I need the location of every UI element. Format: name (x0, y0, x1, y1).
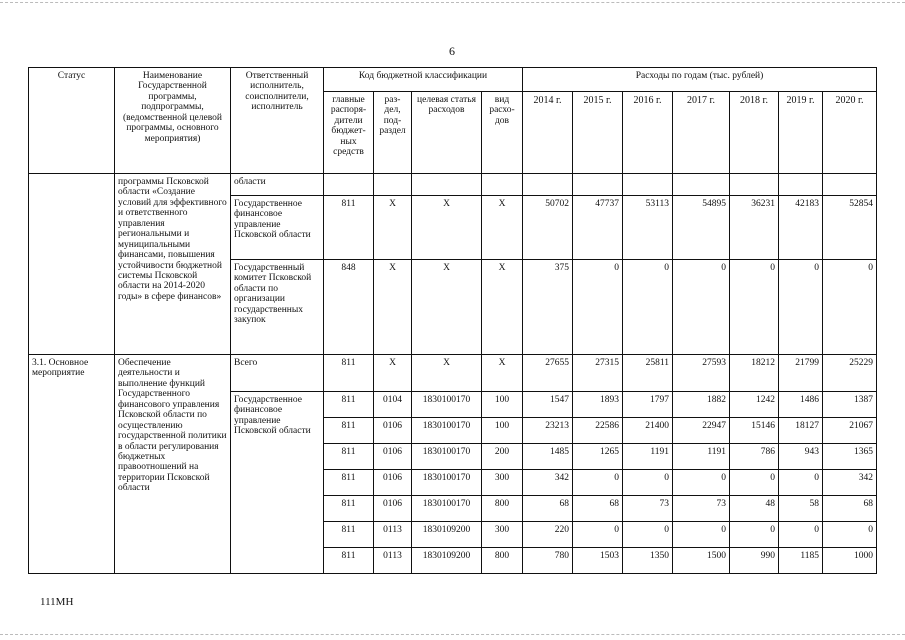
value-cell: 1365 (823, 444, 877, 470)
value-cell: 0 (730, 470, 779, 496)
value-cell: 73 (623, 496, 673, 522)
responsible-cell: области (231, 174, 324, 196)
article-cell: X (412, 355, 482, 392)
section-cell: X (374, 260, 412, 355)
value-cell: 68 (823, 496, 877, 522)
responsible-cell: Государственное финансовое управление Псковской области (231, 196, 324, 260)
value-cell: 1265 (573, 444, 623, 470)
value-cell: 0 (573, 260, 623, 355)
grbs-cell: 848 (324, 260, 374, 355)
value-cell: 1500 (673, 548, 730, 574)
measure-name: Обеспечение деятельности и выполнение функций Государственного финансового управления Псковской области по осуществлению государственной политики в области регулирования бюджетных правоотношений на территории Псковской области (115, 355, 231, 574)
responsible-cell: Государственный комитет Псковской области по организации государственных закупок (231, 260, 324, 355)
value-cell: 0 (779, 470, 823, 496)
value-cell: 50702 (523, 196, 573, 260)
grbs-cell: 811 (324, 418, 374, 444)
type-cell: 100 (482, 392, 523, 418)
type-cell: 200 (482, 444, 523, 470)
header-year: 2018 г. (730, 92, 779, 174)
section-cell: X (374, 196, 412, 260)
value-cell: 342 (523, 470, 573, 496)
value-cell: 18212 (730, 355, 779, 392)
article-cell: 1830100170 (412, 418, 482, 444)
value-cell: 0 (823, 522, 877, 548)
measure-block (29, 355, 877, 574)
value-cell: 21799 (779, 355, 823, 392)
table-header (29, 68, 877, 174)
value-cell: 21067 (823, 418, 877, 444)
status-cell (29, 174, 115, 355)
section-cell: 0113 (374, 522, 412, 548)
header-status: Статус (29, 68, 115, 174)
measure-status: 3.1. Основное мероприятие (29, 355, 115, 574)
grbs-cell: 811 (324, 196, 374, 260)
header-year: 2017 г. (673, 92, 730, 174)
value-cell: 1893 (573, 392, 623, 418)
value-cell: 1242 (730, 392, 779, 418)
header-year: 2020 г. (823, 92, 877, 174)
value-cell: 18127 (779, 418, 823, 444)
type-cell: X (482, 196, 523, 260)
scan-top-edge (0, 2, 905, 3)
value-cell: 0 (623, 470, 673, 496)
value-cell: 0 (823, 260, 877, 355)
value-cell: 47737 (573, 196, 623, 260)
table-row (29, 174, 877, 196)
value-cell: 25811 (623, 355, 673, 392)
header-name: Наименование Государственной программы, подпрограммы, (ведомственной целевой программы, основного мероприятия) (115, 68, 231, 174)
value-cell: 0 (730, 522, 779, 548)
value-cell: 42183 (779, 196, 823, 260)
value-cell: 36231 (730, 196, 779, 260)
value-cell: 15146 (730, 418, 779, 444)
section-cell: 0106 (374, 470, 412, 496)
grbs-cell: 811 (324, 470, 374, 496)
type-cell: X (482, 260, 523, 355)
section-cell: 0106 (374, 444, 412, 470)
value-cell: 53113 (623, 196, 673, 260)
value-cell: 1797 (623, 392, 673, 418)
value-cell: 1503 (573, 548, 623, 574)
value-cell: 52854 (823, 196, 877, 260)
value-cell: 780 (523, 548, 573, 574)
type-cell: 100 (482, 418, 523, 444)
section-cell: 0113 (374, 548, 412, 574)
header-year: 2015 г. (573, 92, 623, 174)
footer-code: 111МН (40, 596, 74, 608)
responsible-cell: Всего (231, 355, 324, 392)
header-year: 2016 г. (623, 92, 673, 174)
grbs-cell: 811 (324, 522, 374, 548)
section-cell: 0106 (374, 418, 412, 444)
value-cell: 0 (779, 260, 823, 355)
type-cell: 300 (482, 470, 523, 496)
grbs-cell: 811 (324, 355, 374, 392)
value-cell: 375 (523, 260, 573, 355)
budget-table (28, 67, 877, 574)
value-cell: 1350 (623, 548, 673, 574)
article-cell: 1830109200 (412, 522, 482, 548)
value-cell: 54895 (673, 196, 730, 260)
section-cell: X (374, 355, 412, 392)
value-cell: 990 (730, 548, 779, 574)
grbs-cell: 811 (324, 496, 374, 522)
value-cell: 1387 (823, 392, 877, 418)
grbs-cell: 811 (324, 548, 374, 574)
value-cell: 0 (623, 522, 673, 548)
value-cell: 1486 (779, 392, 823, 418)
value-cell: 1191 (623, 444, 673, 470)
value-cell: 27655 (523, 355, 573, 392)
page-number: 6 (449, 44, 455, 58)
header-expenses: Расходы по годам (тыс. рублей) (523, 68, 877, 92)
section-cell: 0104 (374, 392, 412, 418)
value-cell: 58 (779, 496, 823, 522)
header-responsible: Ответственный исполнитель, соисполнители, исполнитель (231, 68, 324, 174)
value-cell: 943 (779, 444, 823, 470)
scan-bottom-edge (0, 634, 905, 635)
section-cell: 0106 (374, 496, 412, 522)
value-cell: 27593 (673, 355, 730, 392)
value-cell: 68 (573, 496, 623, 522)
value-cell: 68 (523, 496, 573, 522)
value-cell: 0 (573, 522, 623, 548)
value-cell: 786 (730, 444, 779, 470)
value-cell: 0 (730, 260, 779, 355)
type-cell: X (482, 355, 523, 392)
value-cell: 23213 (523, 418, 573, 444)
value-cell: 22586 (573, 418, 623, 444)
value-cell: 1547 (523, 392, 573, 418)
grbs-cell: 811 (324, 444, 374, 470)
value-cell: 48 (730, 496, 779, 522)
header-budget-code: Код бюджетной классификации (324, 68, 523, 92)
header-expense-type: вид расхо-дов (482, 92, 523, 174)
responsible-cell: Государственное финансовое управление Псковской области (231, 392, 324, 574)
article-cell: 1830109200 (412, 548, 482, 574)
value-cell: 21400 (623, 418, 673, 444)
article-cell: X (412, 196, 482, 260)
article-cell: 1830100170 (412, 496, 482, 522)
value-cell: 27315 (573, 355, 623, 392)
type-cell: 300 (482, 522, 523, 548)
value-cell: 0 (623, 260, 673, 355)
grbs-cell: 811 (324, 392, 374, 418)
header-section: раз-дел, под-раздел (374, 92, 412, 174)
header-year: 2019 г. (779, 92, 823, 174)
value-cell: 1191 (673, 444, 730, 470)
value-cell: 1185 (779, 548, 823, 574)
value-cell: 73 (673, 496, 730, 522)
article-cell: 1830100170 (412, 470, 482, 496)
article-cell: 1830100170 (412, 392, 482, 418)
type-cell: 800 (482, 496, 523, 522)
value-cell: 0 (673, 522, 730, 548)
value-cell: 342 (823, 470, 877, 496)
program-name: программы Псковской области «Создание условий для эффективного и ответственного управления региональными и муниципальными финансами, повышения устойчивости бюджетной системы Псковской области на 2014-2020 годы» в сфере финансов» (115, 174, 231, 355)
header-year: 2014 г. (523, 92, 573, 174)
article-cell: 1830100170 (412, 444, 482, 470)
value-cell: 0 (573, 470, 623, 496)
header-target-article: целевая статья расходов (412, 92, 482, 174)
program-block (29, 174, 877, 355)
value-cell: 0 (779, 522, 823, 548)
value-cell: 1882 (673, 392, 730, 418)
value-cell: 220 (523, 522, 573, 548)
header-main-managers: главные распоря-дители бюджет-ных средств (324, 92, 374, 174)
value-cell: 0 (673, 260, 730, 355)
type-cell: 800 (482, 548, 523, 574)
value-cell: 25229 (823, 355, 877, 392)
value-cell: 0 (673, 470, 730, 496)
value-cell: 22947 (673, 418, 730, 444)
value-cell: 1000 (823, 548, 877, 574)
article-cell: X (412, 260, 482, 355)
value-cell: 1485 (523, 444, 573, 470)
table-row (29, 355, 877, 392)
